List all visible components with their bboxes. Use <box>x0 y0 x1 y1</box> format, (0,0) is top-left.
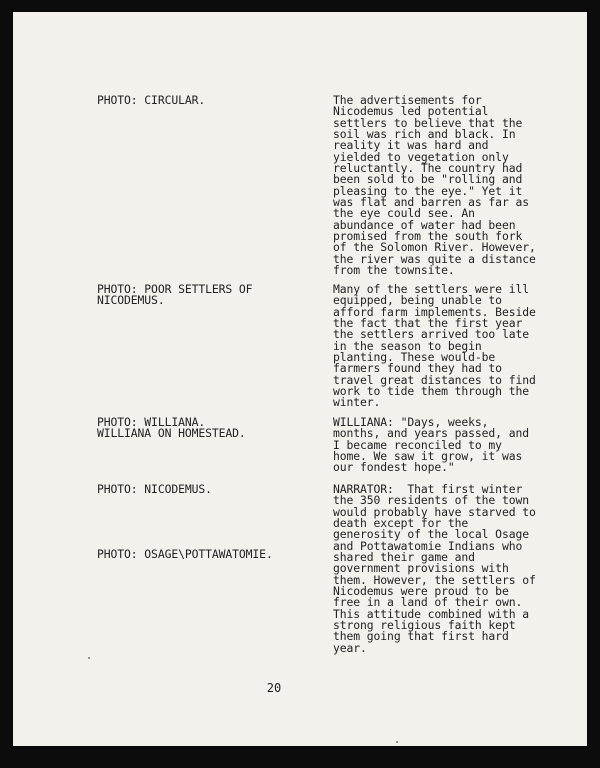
visual-cue-williana: PHOTO: WILLIANA. WILLIANA ON HOMESTEAD. <box>97 415 246 441</box>
paper-speck <box>396 741 398 743</box>
visual-cue-circular: PHOTO: CIRCULAR. <box>97 93 206 107</box>
narration-ill-equipped: Many of the settlers were ill equipped, being unable to afford farm implements. Beside the fact that the first year the settlers arrived too late in the season to begin planting. These would-be farmers found they had to travel great distances to find work to tide them through the winter. <box>333 282 536 410</box>
narration-williana-quote: WILLIANA: "Days, weeks, months, and years passed, and I became reconciled to my home. We saw it grow, it was our fondest hope." <box>333 415 529 475</box>
visual-cue-poor-settlers: PHOTO: POOR SETTLERS OF NICODEMUS. <box>97 282 253 308</box>
visual-cue-osage-pottawatomie: PHOTO: OSAGE\POTTAWATOMIE. <box>97 547 273 561</box>
narration-first-winter: NARRATOR: That first winter the 350 residents of the town would probably have starved to death except for the generosity of the local Osage and Pottawatomie Indians who shared their game and government provisions with them. However, the settlers of Nicodemus were proud to be free in a land of their own. This attitude combined with a strong religious faith kept them going that first hard year. <box>333 482 536 655</box>
paper-speck <box>88 657 90 659</box>
narration-advertisements: The advertisements for Nicodemus led potential settlers to believe that the soil was rich and black. In reality it was hard and yielded to vegetation only reluctantly. The country had been sold to be "rolling and pleasing to the eye." Yet it was flat and barren as far as the eye could see. An abundance of water had been promised from the south fork of the Solomon River. However, the river was quite a distance from the townsite. <box>333 93 536 278</box>
visual-cue-nicodemus: PHOTO: NICODEMUS. <box>97 482 212 496</box>
page-number: 20 <box>266 681 282 695</box>
